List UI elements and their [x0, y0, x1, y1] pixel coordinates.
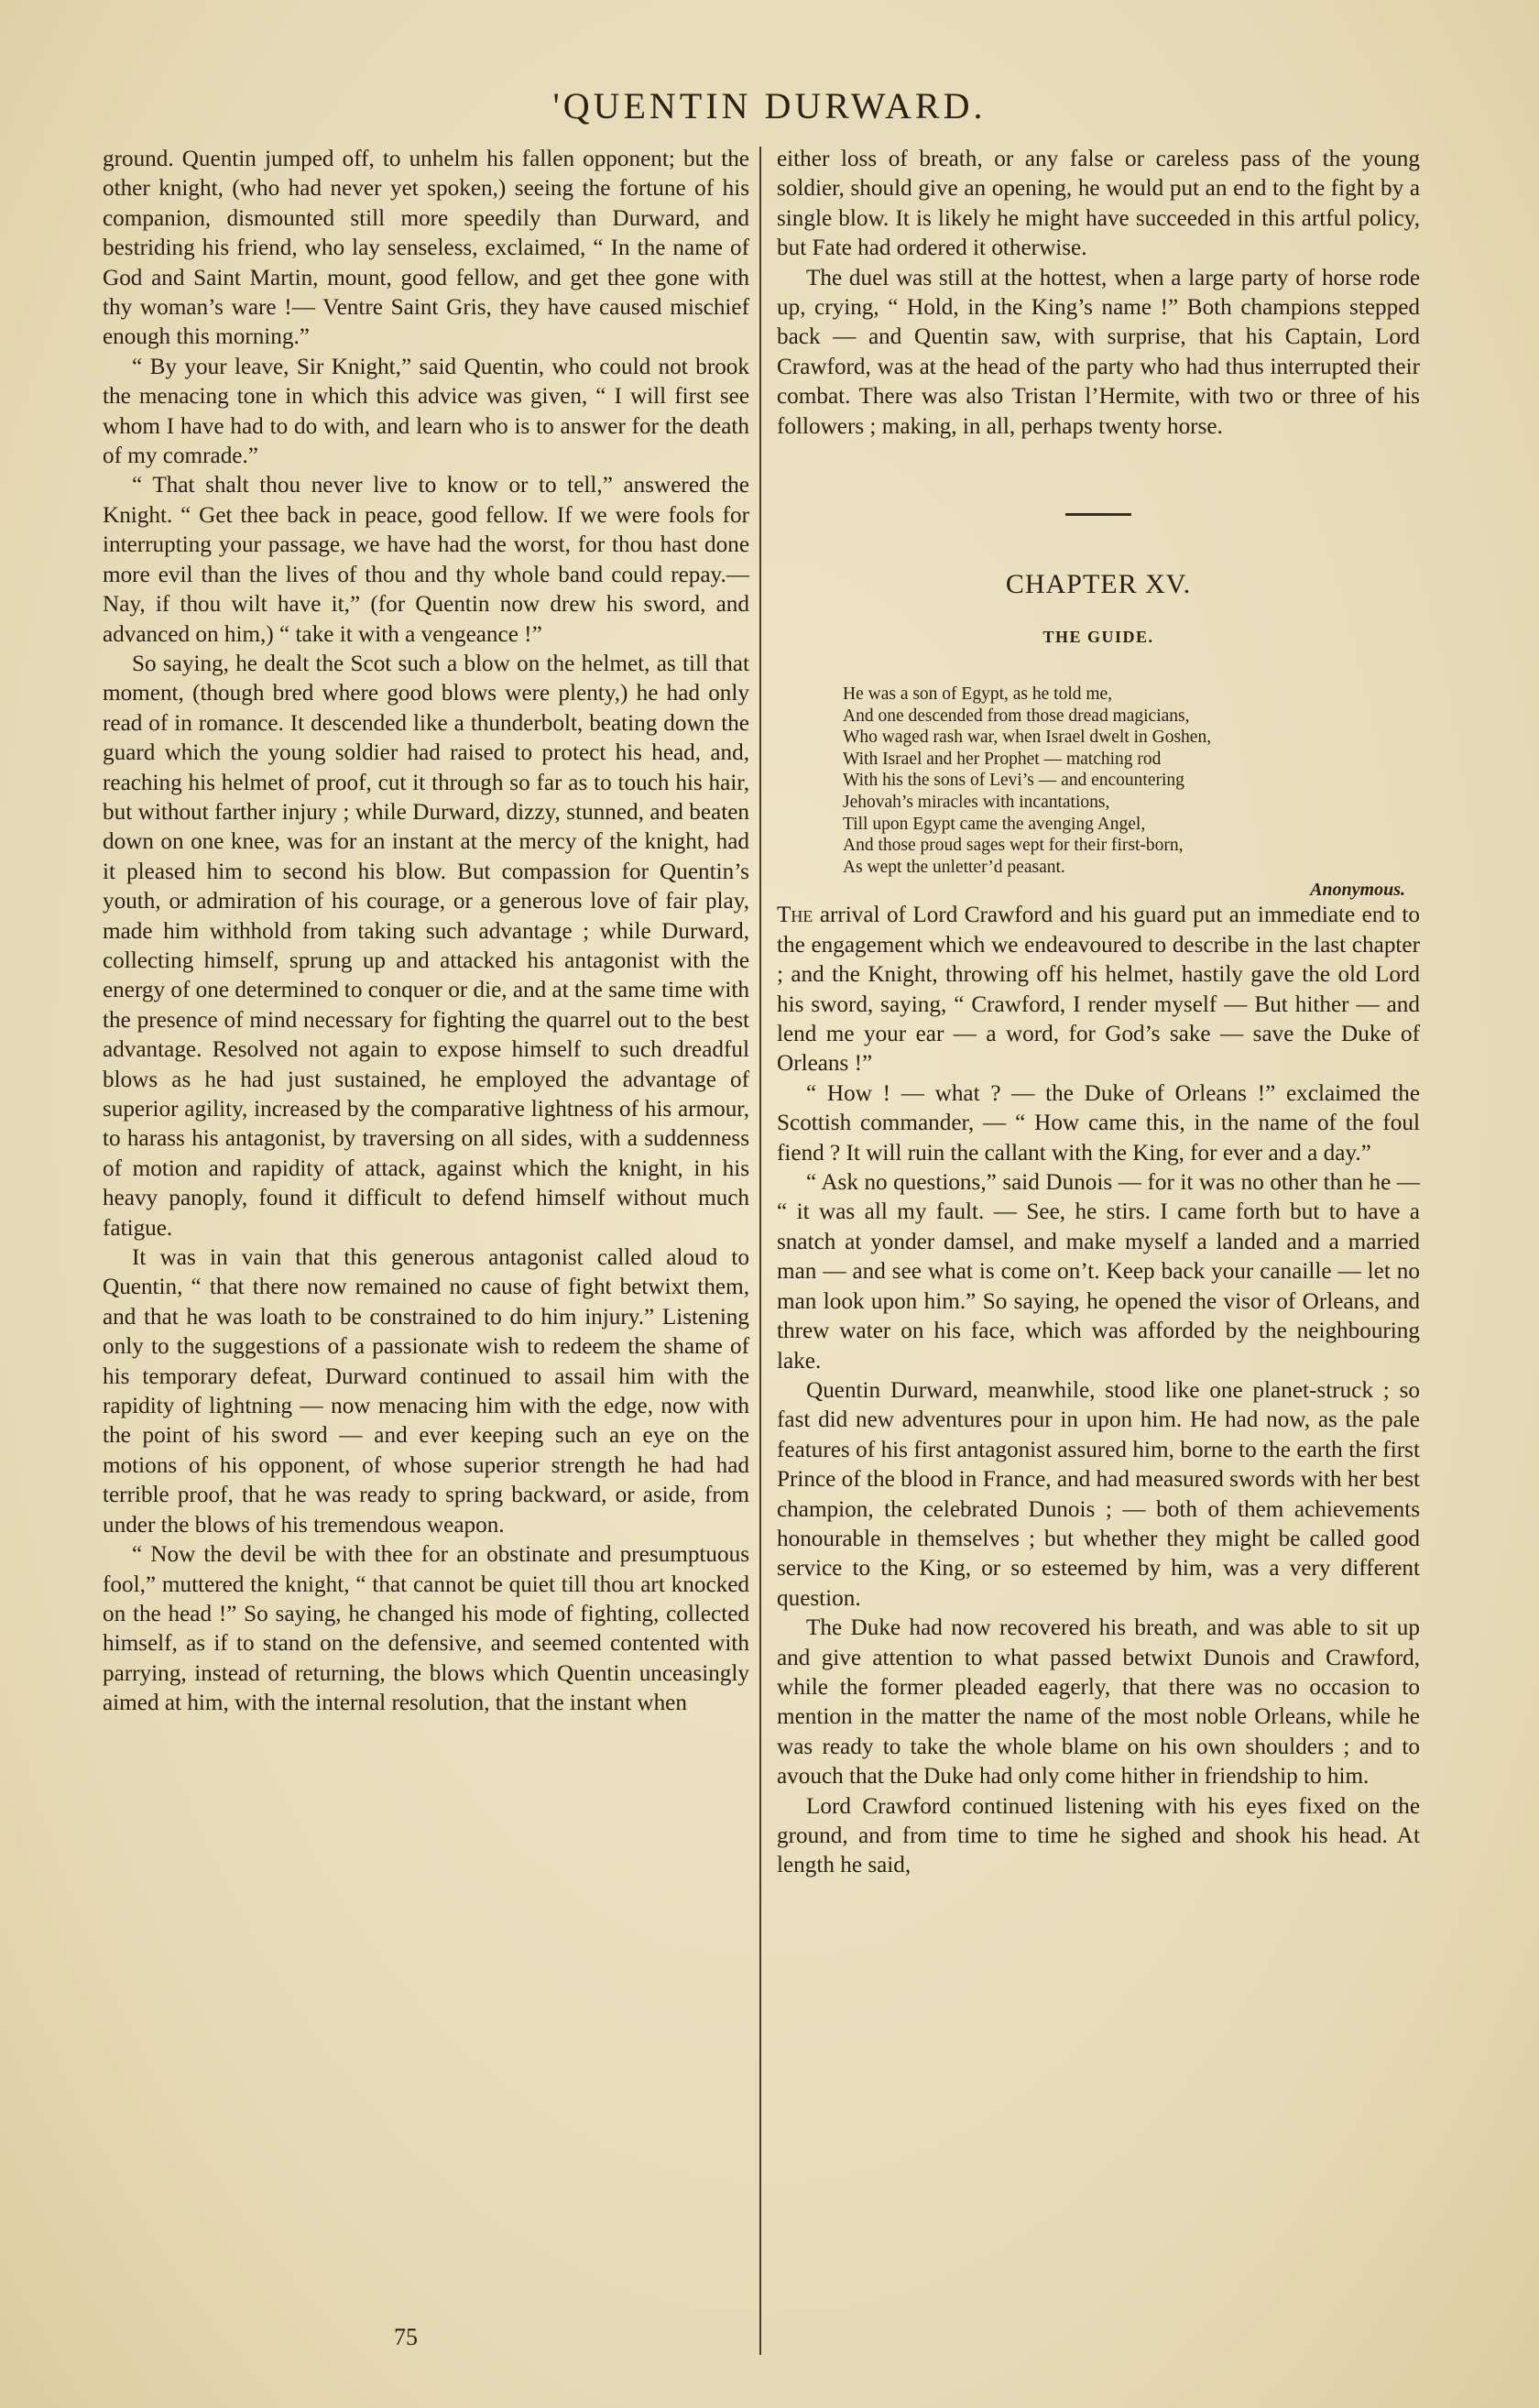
- paragraph: ground. Quentin jumped off, to unhelm his fallen opponent; but the other knight, (who had never yet spoken,) seeing the fortune of his companion, dismounted still more speedily than Durward, and bestriding his friend, who lay senseless, exclaimed, “ In the name of God and Saint Martin, mount, good fellow, and get thee gone with thy woman’s ware !— Ventre Saint Gris, they have caused mischief enough this morning.”: [103, 147, 749, 350]
- paragraph: either loss of breath, or any false or careless pass of the young soldier, should give an opening, he would put an end to the fight by a single blow. It is likely he might have succeeded in this artful policy, but Fate had ordered it otherwise.: [777, 147, 1420, 261]
- opening-word: The: [777, 903, 813, 928]
- paragraph: The duel was still at the hottest, when a large party of horse rode up, crying, “ Hold, in the King’s name !” Both champions stepped back — and Quentin saw, with surprise, that his Captain, Lord Crawford, was at the head of the party who had thus interrupted their combat. There was also Tristan l’Hermite, with two or three of his followers ; making, in all, perhaps twenty horse.: [777, 265, 1420, 439]
- epigraph-attribution: Anonymous.: [1310, 880, 1405, 901]
- epigraph: [843, 684, 1420, 878]
- chapter-title: CHAPTER XV.: [1005, 569, 1192, 600]
- epigraph-line: And one descended from those dread magicians,: [843, 706, 1190, 726]
- column-divider: [759, 147, 761, 2355]
- running-head: 'QUENTIN DURWARD.: [552, 85, 987, 126]
- paragraph: “ Ask no questions,” said Dunois — for it was no other than he — “ it was all my fault. — See, he stirs. I came forth but to have a snatch at yonder damsel, and make myself a landed and a married man — and see what is come on’t. Keep back your canaille — let no man look upon him.” So saying, he opened the visor of Orleans, and threw water on his face, which was afforded by the neighbouring lake.: [777, 1170, 1420, 1374]
- chapter-opening-paragraph: [777, 901, 1420, 1078]
- paragraph: “ How ! — what ? — the Duke of Orleans !” exclaimed the Scottish commander, — “ How came this, in the name of the foul fiend ? It will ruin the callant with the King, for ever and a day.”: [777, 1080, 1420, 1166]
- paragraph: “ Now the devil be with thee for an obstinate and presumptuous fool,” muttered the knight, “ that cannot be quiet till thou art knocked on the head !” So saying, he changed his mode of fighting, collected himself, as if to stand on the defensive, and seemed contented with parrying, instead of returning, the blows which Quentin unceasingly aimed at him, with the internal resolution, that the instant when: [103, 1542, 749, 1716]
- opening-text: arrival of Lord Crawford and his guard put an immediate end to the engagement which we endeavoured to describe in the last chapter ; and the Knight, throwing off his helmet, hastily gave the old Lord his sword, saying, “ Crawford, I render myself — But hither — and lend me your ear — a word, for God’s sake — save the Duke of Orleans !”: [777, 903, 1420, 1077]
- epigraph-line: As wept the unletter’d peasant.: [843, 857, 1065, 877]
- chapter-rule: [1065, 513, 1131, 516]
- paragraph: It was in vain that this generous antagonist called aloud to Quentin, “ that there now remained no cause of fight betwixt them, and that he was loath to be constrained to do him injury.” Listening only to the suggestions of a passionate wish to redeem the shame of his temporary defeat, Durward continued to assail him with the rapidity of lightning — now menacing him with the edge, now with the point of his sword — and ever keeping such an eye on the motions of his opponent, of whose superior strength he had had terrible proof, that he was ready to spring backward, or aside, from under the blows of his tremendous weapon.: [103, 1245, 749, 1538]
- right-column: [777, 145, 1420, 1881]
- paragraph: So saying, he dealt the Scot such a blow on the helmet, as till that moment, (though bred where good blows were plenty,) he had only read of in romance. It descended like a thunderbolt, beating down the guard which the young soldier had raised to protect his head, and, reaching his helmet of proof, cut it through so far as to touch his hair, but without farther injury ; while Durward, dizzy, stunned, and beaten down on one knee, was for an instant at the mercy of the knight, had it pleased him to second his blow. But compassion for Quentin’s youth, or admiration of his courage, or a generous love of fair play, made him withhold from taking such advantage ; while Durward, collecting himself, sprung up and attacked his antagonist with the energy of one determined to conquer or die, and at the same time with the presence of mind necessary for fighting the quarrel out to the best advantage. Resolved not again to expose himself to such dreadful blows as he had just sustained, he employed the advantage of superior agility, increased by the comparative lightness of his armour, to harass his antagonist, by traversing on all sides, with a suddenness of motion and rapidity of attack, against which the knight, in his heavy panoply, found it difficult to defend himself without much fatigue.: [103, 651, 749, 1241]
- epigraph-line: Who waged rash war, when Israel dwelt in Goshen,: [843, 728, 1212, 748]
- paragraph: Lord Crawford continued listening with his eyes fixed on the ground, and from time to time he sighed and shook his head. At length he said,: [777, 1793, 1420, 1878]
- paragraph: “ That shalt thou never live to know or to tell,” answered the Knight. “ Get thee back in peace, good fellow. If we were fools for interrupting your passage, we have had the worst, for thou hast done more evil than the lives of thou and thy whole band could repay.—Nay, if thou wilt have it,” (for Quentin now drew his sword, and advanced on him,) “ take it with a vengeance !”: [103, 473, 749, 647]
- left-column: [103, 145, 749, 1719]
- paragraph: The Duke had now recovered his breath, and was able to sit up and give attention to what passed betwixt Dunois and Crawford, while the former pleaded eagerly, that there was no occasion to mention in the matter the name of the most noble Orleans, while he was ready to take the whole blame on his own shoulders ; and to avouch that the Duke had only come hither in friendship to him.: [777, 1615, 1420, 1790]
- chapter-subtitle: THE GUIDE.: [1042, 628, 1154, 647]
- epigraph-line: With his the sons of Levi’s — and encountering: [843, 771, 1184, 791]
- epigraph-line: With Israel and her Prophet — matching rod: [843, 749, 1162, 769]
- epigraph-line: He was a son of Egypt, as he told me,: [843, 684, 1113, 705]
- epigraph-line: And those proud sages wept for their first-born,: [843, 836, 1184, 856]
- page-number: 75: [394, 2324, 418, 2350]
- paragraph: Quentin Durward, meanwhile, stood like one planet-struck ; so fast did new adventures pour in upon him. He had now, as the pale features of his first antagonist assured him, borne to the earth the first Prince of the blood in France, and had measured swords with her best champion, the celebrated Dunois ; — both of them achievements honourable in themselves ; but whether they might be called good service to the King, or so esteemed by him, was a very different question.: [777, 1377, 1420, 1611]
- epigraph-line: Till upon Egypt came the avenging Angel,: [843, 814, 1146, 834]
- paragraph: “ By your leave, Sir Knight,” said Quentin, who could not brook the menacing tone in which this advice was given, “ I will first see whom I have had to do with, and learn who is to answer for the death of my comrade.”: [103, 354, 749, 469]
- epigraph-line: Jehovah’s miracles with incantations,: [843, 793, 1110, 813]
